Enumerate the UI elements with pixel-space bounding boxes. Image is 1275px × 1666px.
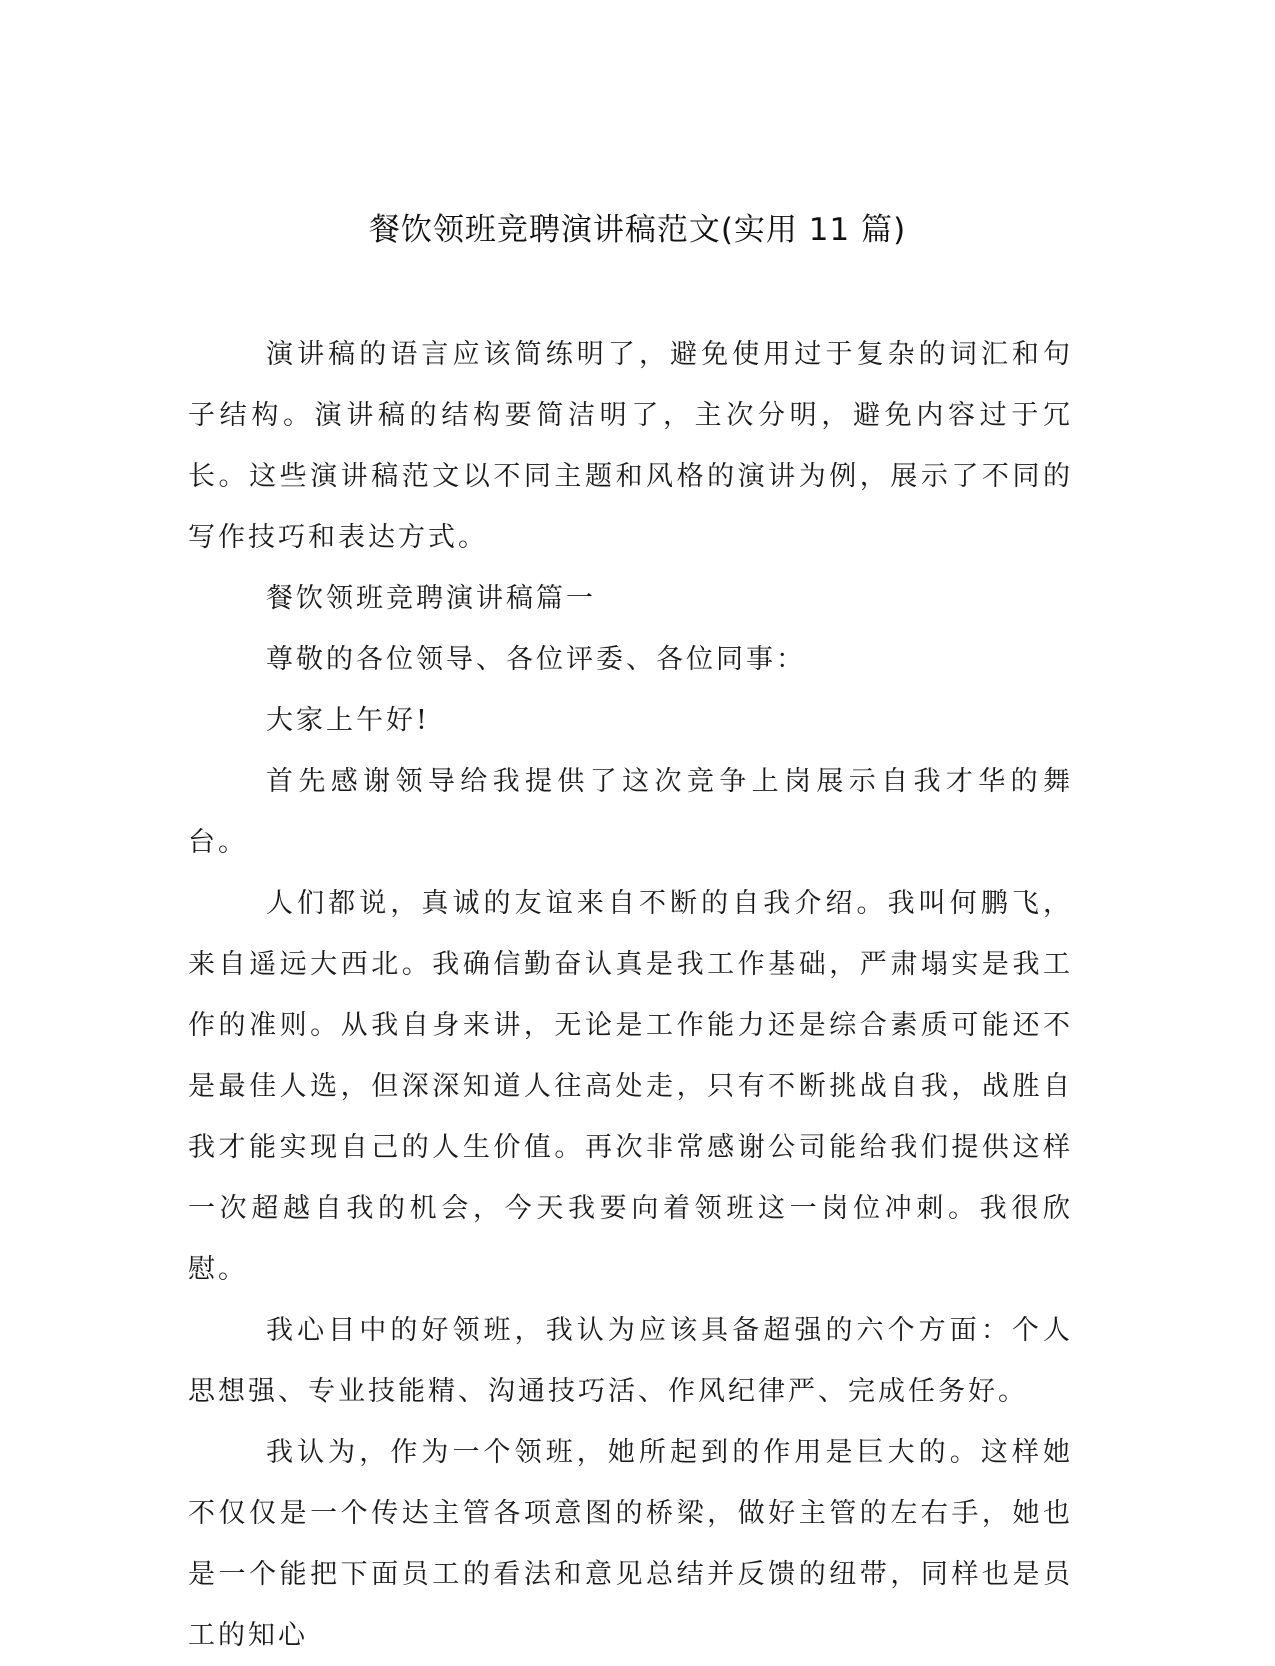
section-heading: 餐饮领班竞聘演讲稿篇一	[266, 583, 596, 614]
paragraph-self-introduction: 人们都说，真诚的友谊来自不断的自我介绍。我叫何鹏飞，来自遥远大西北。我确信勤奋认真是我工作基础，严肃塌实是我工作的准则。从我自身来讲，无论是工作能力还是综合素质可能还不是最佳人选，但深深知道人往高处走，只有不断挑战自我，战胜自我才能实现自己的人生价值。再次非常感谢公司能给我们提供这样一次超越自我的机会，今天我要向着领班这一岗位冲刺。我很欣慰。	[188, 888, 1073, 1285]
document-title: 餐饮领班竞聘演讲稿范文(实用 11 篇)	[368, 212, 907, 248]
paragraph-greeting: 大家上午好!	[266, 705, 430, 736]
paragraph-ideal-leader: 我心目中的好领班，我认为应该具备超强的六个方面：个人思想强、专业技能精、沟通技巧活、作风纪律严、完成任务好。	[188, 1315, 1073, 1407]
paragraph-thanks: 首先感谢领导给我提供了这次竞争上岗展示自我才华的舞台。	[188, 766, 1073, 858]
paragraph-intro: 演讲稿的语言应该简练明了，避免使用过于复杂的词汇和句子结构。演讲稿的结构要简洁明了，主次分明，避免内容过于冗长。这些演讲稿范文以不同主题和风格的演讲为例，展示了不同的写作技巧和表达方式。	[188, 339, 1073, 553]
paragraph-leader-role: 我认为，作为一个领班，她所起到的作用是巨大的。这样她不仅仅是一个传达主管各项意图的桥梁，做好主管的左右手，她也是一个能把下面员工的看法和意见总结并反馈的纽带，同样也是员工的知心	[188, 1437, 1073, 1651]
document-body	[188, 324, 1073, 1666]
paragraph-salutation: 尊敬的各位领导、各位评委、各位同事：	[266, 644, 806, 675]
